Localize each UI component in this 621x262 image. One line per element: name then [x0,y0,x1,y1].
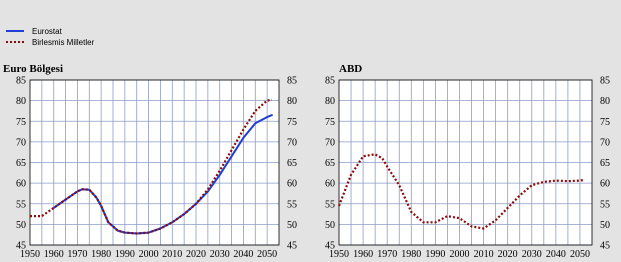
legend [6,27,95,47]
x-tick-label: 1980 [401,249,422,260]
x-tick-label: 1990 [425,249,446,260]
y-tick-label-right: 45 [600,240,610,252]
y-tick-label-left: 65 [16,158,26,169]
x-tick-label: 1970 [67,249,88,260]
y-tick-label-right: 50 [287,219,297,231]
x-tick-label: 1990 [114,249,135,260]
y-tick-label-left: 60 [325,178,335,190]
y-tick-label-left: 55 [16,199,26,211]
y-tick-label-left: 60 [16,178,26,190]
y-tick-label-left: 70 [16,137,26,149]
legend-label-birlesmis-milletler: Birlesmis Milletler [32,38,95,47]
y-tick-label-left: 70 [325,137,335,149]
y-tick-label-right: 80 [287,96,297,108]
y-tick-label-right: 75 [600,116,610,128]
x-tick-label: 2030 [521,249,542,260]
y-tick-label-left: 85 [16,75,26,87]
y-tick-label-right: 75 [287,116,297,128]
x-tick-label: 2020 [186,249,206,260]
y-tick-label-right: 80 [600,96,610,108]
y-tick-label-left: 75 [16,116,26,128]
x-tick-label: 1950 [20,249,40,260]
y-tick-label-left: 50 [325,219,335,231]
y-tick-label-right: 55 [287,199,297,211]
x-tick-label: 2050 [569,249,590,260]
y-tick-label-right: 70 [287,137,297,149]
y-tick-label-left: 80 [325,96,335,108]
y-tick-label-right: 85 [600,75,610,87]
usa-chart [325,63,610,260]
y-tick-label-left: 85 [325,75,335,87]
chart-title: Euro Bölgesi [3,63,64,75]
y-tick-label-left: 50 [16,219,26,231]
y-tick-label-left: 65 [325,158,335,169]
euro-area-chart [3,63,297,260]
x-tick-label: 2000 [449,249,470,260]
chart-title: ABD [339,63,363,75]
x-tick-label: 2010 [162,249,183,260]
y-tick-label-left: 45 [325,240,335,252]
x-tick-label: 1950 [329,249,349,260]
x-tick-label: 2050 [257,249,278,260]
x-tick-label: 2000 [138,249,159,260]
x-tick-label: 2040 [545,249,566,260]
y-tick-label-right: 65 [600,158,610,169]
y-tick-label-left: 75 [325,116,335,128]
y-tick-label-right: 65 [287,158,297,169]
x-tick-label: 2040 [233,249,254,260]
y-tick-label-right: 60 [600,178,610,190]
x-tick-label: 1970 [377,249,398,260]
y-tick-label-right: 50 [600,219,610,231]
y-tick-label-right: 70 [600,137,610,149]
y-tick-label-right: 60 [287,178,297,190]
y-tick-label-left: 45 [16,240,26,252]
legend-label-eurostat: Eurostat [32,27,62,36]
x-tick-label: 2010 [473,249,494,260]
x-tick-label: 2020 [497,249,518,260]
y-tick-label-right: 55 [600,199,610,211]
y-tick-label-right: 85 [287,75,297,87]
x-tick-label: 2030 [209,249,230,260]
x-tick-label: 1980 [91,249,112,260]
x-tick-label: 1960 [353,249,374,260]
y-tick-label-left: 80 [16,96,26,108]
y-tick-label-right: 45 [287,240,297,252]
y-tick-label-left: 55 [325,199,335,211]
x-tick-label: 1960 [43,249,64,260]
